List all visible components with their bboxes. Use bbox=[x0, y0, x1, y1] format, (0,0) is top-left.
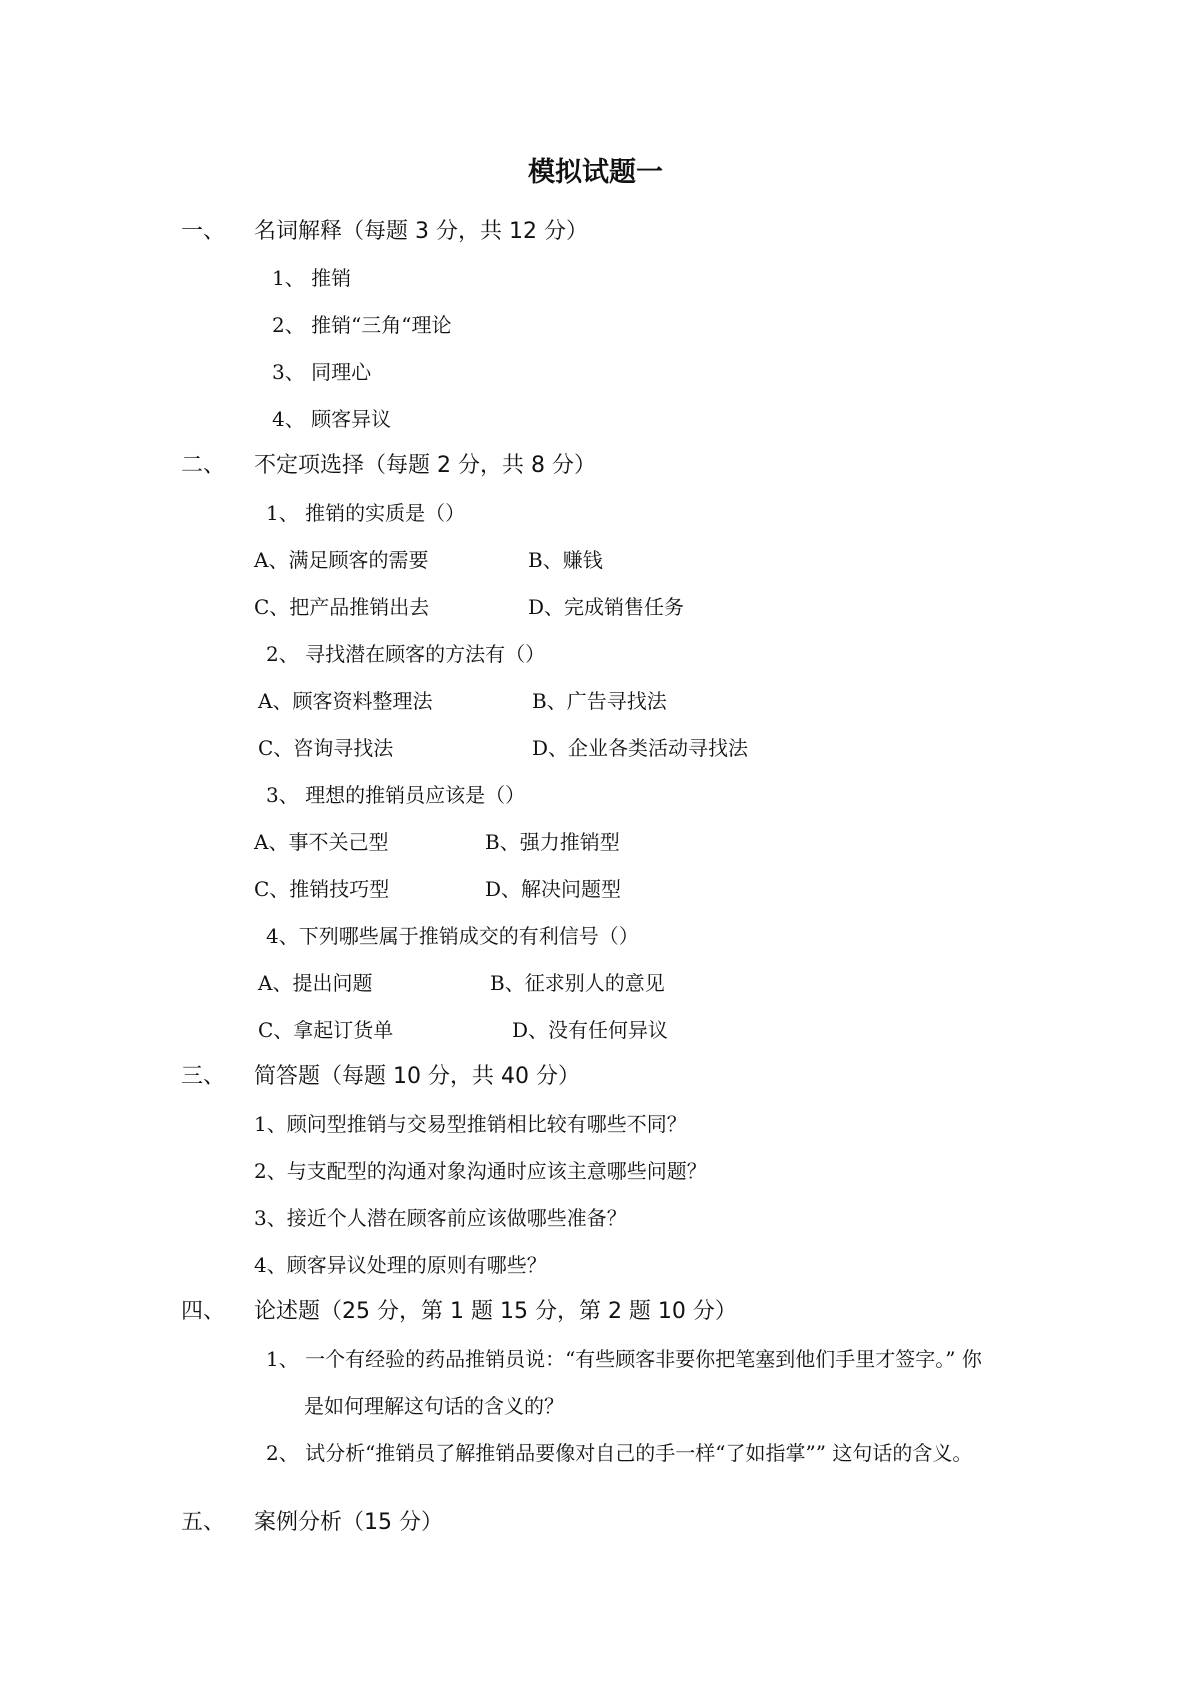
short-answer-item-4: 4、顾客异议处理的原则有哪些？ bbox=[254, 1253, 547, 1277]
term-item-2: 2、 推销“三角“理论 bbox=[272, 313, 452, 337]
short-answer-item-3: 3、接近个人潜在顾客前应该做哪些准备？ bbox=[254, 1206, 627, 1230]
section-1-number: 一、 bbox=[181, 219, 226, 244]
term-item-3: 3、 同理心 bbox=[272, 360, 372, 384]
choice-question-2-option-a: A、顾客资料整理法 bbox=[258, 689, 433, 713]
choice-question-3-option-d: D、解决问题型 bbox=[485, 877, 622, 901]
term-item-1: 1、 推销 bbox=[272, 266, 352, 290]
choice-question-3-option-a: A、事不关己型 bbox=[254, 830, 389, 854]
choice-question-1-option-d: D、完成销售任务 bbox=[528, 595, 685, 619]
choice-question-3-option-b: B、强力推销型 bbox=[485, 830, 620, 854]
choice-question-2-stem: 2、 寻找潜在顾客的方法有（） bbox=[266, 642, 546, 666]
section-5-heading: 案例分析（15 分） bbox=[254, 1510, 443, 1535]
choice-question-4-stem: 4、下列哪些属于推销成交的有利信号（） bbox=[266, 924, 639, 948]
section-3-number: 三、 bbox=[181, 1064, 226, 1089]
essay-item-1-continued: 是如何理解这句话的含义的？ bbox=[304, 1394, 564, 1418]
section-2-heading: 不定项选择（每题 2 分，共 8 分） bbox=[254, 453, 596, 478]
choice-question-3-option-c: C、推销技巧型 bbox=[254, 877, 390, 901]
choice-question-1-option-b: B、赚钱 bbox=[528, 548, 603, 572]
essay-item-2: 2、 试分析“推销员了解推销品要像对自己的手一样“了如指掌”” 这句话的含义。 bbox=[266, 1441, 973, 1465]
choice-question-2-option-d: D、企业各类活动寻找法 bbox=[532, 736, 749, 760]
short-answer-item-1: 1、顾问型推销与交易型推销相比较有哪些不同？ bbox=[254, 1112, 687, 1136]
section-2-number: 二、 bbox=[181, 453, 226, 478]
essay-item-1: 1、 一个有经验的药品推销员说：“有些顾客非要你把笔塞到他们手里才签字。” 你 bbox=[266, 1347, 982, 1371]
section-4-heading: 论述题（25 分，第 1 题 15 分，第 2 题 10 分） bbox=[254, 1299, 737, 1324]
section-4-number: 四、 bbox=[181, 1299, 226, 1324]
section-3-heading: 简答题（每题 10 分，共 40 分） bbox=[254, 1064, 580, 1089]
short-answer-item-2: 2、与支配型的沟通对象沟通时应该主意哪些问题？ bbox=[254, 1159, 707, 1183]
choice-question-2-option-c: C、咨询寻找法 bbox=[258, 736, 394, 760]
term-item-4: 4、 顾客异议 bbox=[272, 407, 392, 431]
choice-question-2-option-b: B、广告寻找法 bbox=[532, 689, 667, 713]
choice-question-4-option-d: D、没有任何异议 bbox=[512, 1018, 669, 1042]
choice-question-1-stem: 1、 推销的实质是（） bbox=[266, 501, 466, 525]
choice-question-4-option-c: C、拿起订货单 bbox=[258, 1018, 394, 1042]
choice-question-1-option-c: C、把产品推销出去 bbox=[254, 595, 430, 619]
choice-question-3-stem: 3、 理想的推销员应该是（） bbox=[266, 783, 526, 807]
choice-question-1-option-a: A、满足顾客的需要 bbox=[254, 548, 429, 572]
choice-question-4-option-b: B、征求别人的意见 bbox=[490, 971, 665, 995]
section-1-heading: 名词解释（每题 3 分，共 12 分） bbox=[254, 219, 588, 244]
section-5-number: 五、 bbox=[181, 1510, 226, 1535]
page-title: 模拟试题一 bbox=[528, 157, 663, 188]
choice-question-4-option-a: A、提出问题 bbox=[258, 971, 373, 995]
